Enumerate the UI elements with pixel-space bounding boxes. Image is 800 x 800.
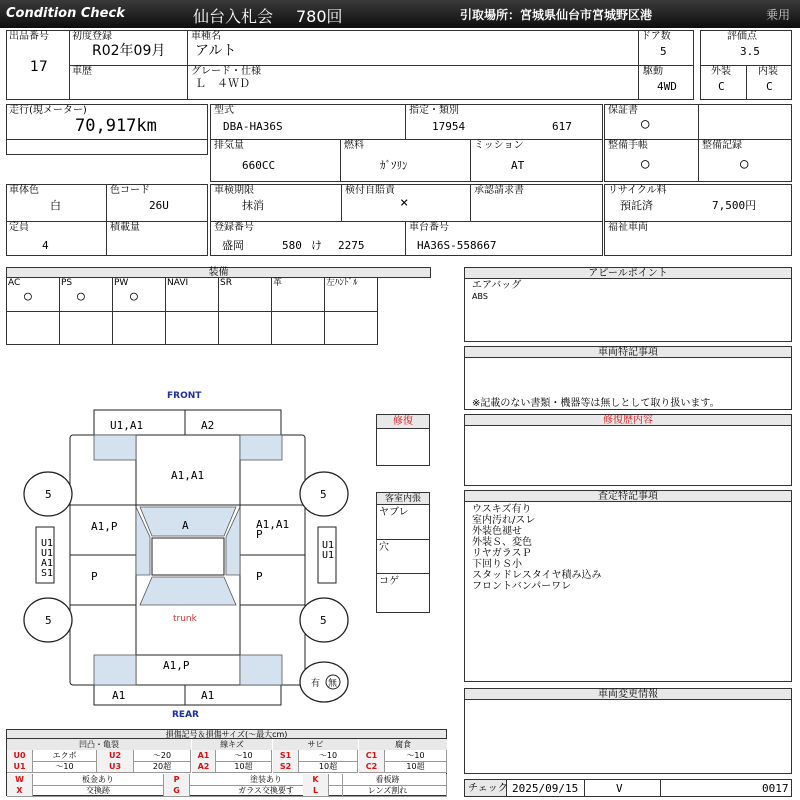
- cabin-divider-2: [376, 573, 430, 574]
- name-label: 車種名: [191, 31, 221, 42]
- legend-desc: 〜10: [385, 750, 447, 762]
- legend-desc: 看板跡: [329, 774, 447, 786]
- special-note: ※記載のない書類・機器等は無しとして取り扱います。: [472, 398, 720, 409]
- legend-cat-dent: 凹凸・亀裂: [7, 739, 191, 750]
- cc-value: 660CC: [242, 159, 276, 172]
- legend-cat-scratch: 線キズ: [192, 739, 272, 750]
- header-condition-check: Condition Check: [6, 6, 125, 21]
- legend-code: G: [164, 785, 190, 797]
- appeal-line2: ABS: [472, 292, 488, 301]
- legend-desc: 20超: [134, 761, 191, 773]
- reg-value: R02年09月: [92, 43, 166, 59]
- warranty-value: ○: [641, 116, 650, 132]
- legend-code: X: [7, 785, 33, 797]
- cabin-item-tear: ヤブレ: [379, 507, 409, 518]
- approval-label: 承認請求書: [474, 185, 524, 196]
- mileage-label: 走行(現メーター): [9, 105, 87, 116]
- score-label: 評価点: [727, 31, 757, 42]
- legend-desc: 10超: [216, 761, 272, 773]
- assessment-line: リヤガラスＰ: [472, 548, 532, 559]
- colorcode-value: 26U: [149, 199, 169, 212]
- grade-value: Ｌ ４ＷＤ: [195, 77, 250, 90]
- legend-desc: 10超: [299, 761, 358, 773]
- regno-class: 580: [282, 239, 302, 252]
- assessment-line: 外装色褪せ: [472, 526, 522, 537]
- legend-desc: 〜10: [299, 750, 358, 762]
- cabin-item-hole: 穴: [379, 542, 389, 553]
- ext-value: C: [718, 80, 725, 93]
- recycle-value1: 預託済: [620, 199, 653, 212]
- cabin-box-head: 客室内張: [377, 493, 429, 505]
- check-number: 0017: [762, 782, 789, 795]
- assessment-title: 査定特記事項: [465, 491, 791, 502]
- legend-desc: 〜10: [216, 750, 272, 762]
- doors-label: ドア数: [641, 31, 671, 42]
- legend-desc: 〜10: [33, 761, 97, 773]
- repair-box-head: 修復: [377, 415, 429, 429]
- rear-bumper-left-label: A1: [112, 689, 126, 702]
- tire-label-fl: 5: [45, 488, 52, 501]
- legend-code: S2: [273, 761, 299, 773]
- front-bumper-right-label: A2: [201, 419, 215, 432]
- tire-label-fr: 5: [320, 488, 327, 501]
- legend-code: W: [7, 774, 33, 786]
- front-label: FRONT: [167, 391, 202, 401]
- rear-glass: [140, 577, 236, 605]
- rear-corner-left: [94, 655, 136, 685]
- right-front-door-label: A1,A1 P: [256, 518, 290, 541]
- color-label: 車体色: [9, 185, 39, 196]
- legend-cat-corrosion: 腐食: [359, 739, 447, 750]
- rear-corner-right: [240, 655, 282, 685]
- check-label: チェック: [468, 783, 508, 794]
- header-vehicle-type: 乗用: [766, 8, 791, 22]
- model-label: 型式: [214, 105, 234, 116]
- legend-desc: ガラス交換要す: [190, 785, 343, 797]
- hood-label: A1,A1: [171, 469, 205, 482]
- legend-code: A1: [192, 750, 216, 762]
- legend-code: U1: [7, 761, 33, 773]
- drive-label: 駆動: [643, 66, 663, 77]
- appeal-title: アピールポイント: [465, 268, 791, 279]
- legend-code: K: [303, 774, 329, 786]
- spare-none-label: 無: [328, 679, 338, 689]
- assessment-line: スタッドレスタイヤ積み込み: [472, 570, 602, 581]
- legend-code: S1: [273, 750, 299, 762]
- legend-code: C1: [359, 750, 385, 762]
- capacity-value: 4: [42, 239, 49, 252]
- right-side-strip-label: U1 U1: [322, 540, 335, 561]
- reg-label: 初度登録: [72, 31, 112, 42]
- front-corner-left: [94, 435, 136, 460]
- cc-label: 排気量: [214, 140, 244, 151]
- legend-code: C2: [359, 761, 385, 773]
- legend-desc: 塗装あり: [190, 774, 343, 786]
- insurance-label: 検付自賠責: [345, 185, 395, 196]
- right-rear-door-label: P: [256, 570, 263, 583]
- legend-desc: 10超: [385, 761, 447, 773]
- grade-label: グレード・仕様: [191, 66, 261, 77]
- spec-label: 指定・類別: [409, 105, 459, 116]
- front-bumper-left-label: U1,A1: [110, 419, 144, 432]
- legend-code: U2: [97, 750, 134, 762]
- equipment-mark: ○: [24, 289, 32, 304]
- cabin-item-burn: コゲ: [379, 576, 399, 587]
- equipment-label: 革: [273, 278, 283, 288]
- inspection-label: 車検期限: [214, 185, 254, 196]
- front-corner-right: [240, 435, 282, 460]
- rear-bumper-right-label: A1: [201, 689, 215, 702]
- assessment-line: 下回りＳ小: [472, 559, 522, 570]
- recycle-value2: 7,500円: [712, 199, 757, 212]
- int-value: C: [766, 80, 773, 93]
- colorcode-label: 色コード: [110, 185, 150, 196]
- name-value: アルト: [195, 43, 237, 59]
- int-label: 内装: [758, 66, 778, 77]
- inspection-value: 抹消: [242, 199, 264, 212]
- tire-label-rr: 5: [320, 614, 327, 627]
- repair-title: 修復歴内容: [465, 415, 791, 426]
- mission-label: ミッション: [474, 140, 524, 151]
- mission-value: AT: [511, 159, 525, 172]
- roof-panel: [152, 538, 224, 575]
- left-side-strip-label: U1 U1 A1 S1: [41, 538, 54, 579]
- regno-num: 2275: [338, 239, 365, 252]
- equipment-label: NAVI: [167, 278, 189, 288]
- legend-desc: 〜20: [134, 750, 191, 762]
- spare-tire: [300, 662, 348, 702]
- appeal-line1: エアバッグ: [472, 280, 522, 291]
- equipment-label: PS: [61, 278, 73, 288]
- legend-desc: 板金あり: [33, 774, 164, 786]
- lot-value: 17: [30, 59, 48, 75]
- windshield-label: A: [182, 519, 189, 532]
- left-front-door-label: A1,P: [91, 520, 118, 533]
- ext-label: 外装: [711, 66, 731, 77]
- record-label: 整備記録: [702, 140, 742, 151]
- check-mark: V: [616, 782, 623, 795]
- spare-have-label: 有: [311, 679, 321, 689]
- equipment-title: 装備: [6, 267, 431, 278]
- assessment-line: フロントバンパーワレ: [472, 581, 572, 592]
- legend-code: A2: [192, 761, 216, 773]
- doors-value: 5: [660, 45, 667, 58]
- legend-desc: 交換跡: [33, 785, 164, 797]
- legend-code: P: [164, 774, 190, 786]
- header-number: 780回: [296, 7, 343, 26]
- assessment-line: ウスキズ有り: [472, 504, 532, 515]
- score-value: 3.5: [740, 45, 760, 58]
- equipment-label: PW: [114, 278, 129, 288]
- assessment-line: 外装Ｓ、変色: [472, 537, 532, 548]
- legend-title: 損傷記号＆損傷サイズ(〜最大cm): [6, 729, 447, 739]
- color-value: 白: [50, 199, 61, 212]
- cabin-divider-1: [376, 539, 430, 540]
- legend-desc: エクボ: [33, 750, 97, 762]
- equipment-mark: ○: [77, 289, 85, 304]
- capacity-label: 定員: [9, 222, 29, 233]
- welfare-label: 福祉車両: [608, 222, 648, 233]
- rear-panel-label: A1,P: [163, 659, 190, 672]
- drive-value: 4WD: [657, 80, 677, 93]
- check-date: 2025/09/15: [512, 782, 579, 795]
- tire-label-rl: 5: [45, 614, 52, 627]
- legend-code: U3: [97, 761, 134, 773]
- fuel-label: 燃料: [344, 140, 364, 151]
- equipment-label: 左ﾊﾝﾄﾞﾙ: [326, 278, 358, 288]
- recycle-label: リサイクル料: [608, 185, 667, 196]
- legend-code: U0: [7, 750, 33, 762]
- legend-cat-rust: サビ: [273, 739, 358, 750]
- header-pickup: 引取場所：宮城県仙台市宮城野区港: [460, 8, 653, 22]
- equipment-mark: ○: [130, 289, 138, 304]
- manual-label: 整備手帳: [608, 140, 648, 151]
- history-label: 車歴: [72, 66, 92, 77]
- header-auction: 仙台入札会: [193, 7, 274, 26]
- mileage-value: 70,917km: [75, 116, 157, 136]
- rear-label: REAR: [172, 710, 199, 720]
- change-title: 車両変更情報: [465, 689, 791, 700]
- regno-label: 登録番号: [214, 222, 254, 233]
- trunk-label: trunk: [173, 614, 197, 624]
- regno-place: 盛岡: [222, 239, 244, 252]
- left-rear-door-label: P: [91, 570, 98, 583]
- lot-label: 出品番号: [9, 31, 49, 42]
- insurance-value: ×: [400, 195, 409, 211]
- warranty-label: 保証書: [608, 105, 638, 116]
- legend-code: L: [303, 785, 329, 797]
- fuel-value: ｶﾞｿﾘﾝ: [380, 159, 408, 172]
- equipment-label: SR: [220, 278, 232, 288]
- legend-desc: レンズ割れ: [329, 785, 447, 797]
- load-label: 積載量: [110, 222, 140, 233]
- equipment-label: AC: [8, 278, 21, 288]
- model-value: DBA-HA36S: [223, 120, 283, 133]
- chassis-label: 車台番号: [409, 222, 449, 233]
- assessment-line: 室内汚れ/スレ: [472, 515, 536, 526]
- regno-kana: け: [311, 239, 322, 252]
- spec-value2: 617: [552, 120, 572, 133]
- spec-value1: 17954: [432, 120, 466, 133]
- special-title: 車両特記事項: [465, 347, 791, 358]
- manual-value: ○: [641, 156, 650, 172]
- record-value: ○: [740, 156, 749, 172]
- chassis-value: HA36S-558667: [417, 239, 497, 252]
